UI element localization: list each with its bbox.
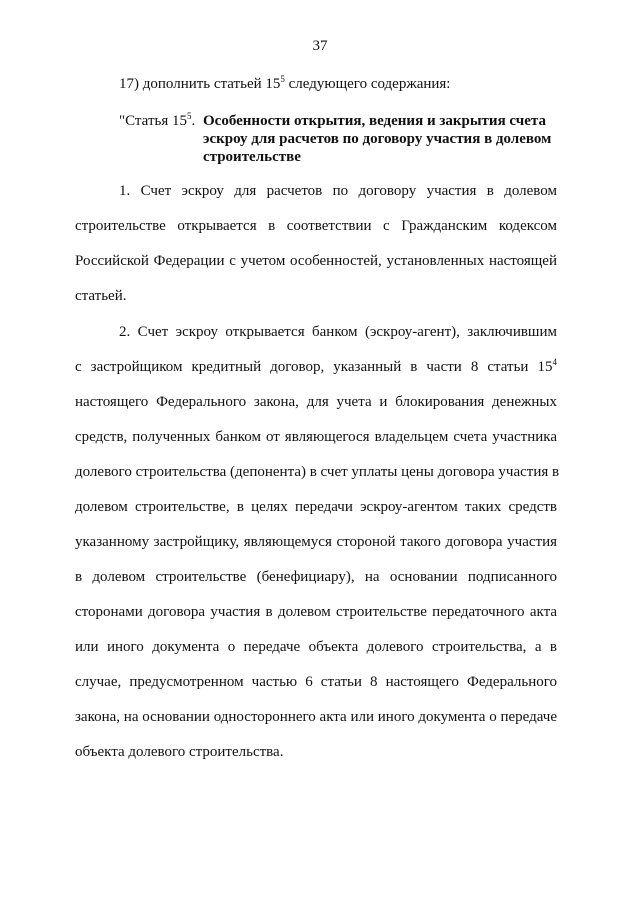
paragraph-2-line: закона, на основании одностороннего акта или иного документа о передаче (75, 709, 557, 725)
paragraph-2-line: или иного документа о передаче объекта долевого строительства, а в (75, 639, 557, 655)
paragraph-1-line: 1. Счет эскроу для расчетов по договору участия в долевом (119, 183, 557, 199)
paragraph-2-line: долевом строительстве, в целях передачи эскроу-агентом таких средств (75, 499, 557, 515)
article-label-suffix: . (191, 113, 196, 129)
article-label (119, 112, 195, 130)
paragraph-2-line: случае, предусмотренном частью 6 статьи 8 настоящего Федерального (75, 674, 557, 690)
article-title-line: Особенности открытия, ведения и закрытия счета (203, 113, 546, 129)
paragraph-2-superscript: 4 (552, 357, 557, 367)
paragraph-1-line: Российской Федерации с учетом особенностей, установленных настоящей (75, 253, 557, 269)
article-title (203, 112, 563, 166)
paragraph-2-line: 2. Счет эскроу открывается банком (эскроу-агент), заключившим (119, 324, 557, 340)
paragraph-2-line: указанному застройщику, являющемуся стороной такого договора участия (75, 534, 557, 550)
amendment-intro (119, 75, 450, 93)
paragraph-2-line: сторонами договора участия в долевом строительстве передаточного акта (75, 604, 557, 620)
paragraph-1-line: статьей. (75, 288, 127, 304)
paragraph-2-line (75, 358, 557, 376)
page-number: 37 (312, 38, 328, 54)
paragraph-1-line: строительстве открывается в соответствии с Гражданским кодексом (75, 218, 557, 234)
paragraph-2-line: настоящего Федерального закона, для учета и блокирования денежных (75, 394, 557, 410)
paragraph-2-line: долевого строительства (депонента) в счет уплаты цены договора участия в (75, 464, 560, 480)
article-title-line: строительстве (203, 149, 301, 165)
amendment-intro-text: 17) дополнить статьей 15 (119, 76, 281, 92)
article-label-text: "Статья 15 (119, 113, 187, 129)
article-label-superscript: 5 (186, 111, 192, 121)
paragraph-2-line: в долевом строительстве (бенефициару), на основании подписанного (75, 569, 557, 585)
paragraph-2-line-text: с застройщиком кредитный договор, указанный в части 8 статьи 15 (75, 359, 553, 375)
amendment-intro-superscript: 5 (280, 74, 285, 84)
paragraph-2-line: средств, полученных банком от являющегося владельцем счета участника (75, 429, 557, 445)
paragraph-2-line: объекта долевого строительства. (75, 744, 284, 760)
amendment-intro-suffix: следующего содержания: (284, 76, 451, 92)
article-title-line: эскроу для расчетов по договору участия в долевом (203, 131, 552, 147)
